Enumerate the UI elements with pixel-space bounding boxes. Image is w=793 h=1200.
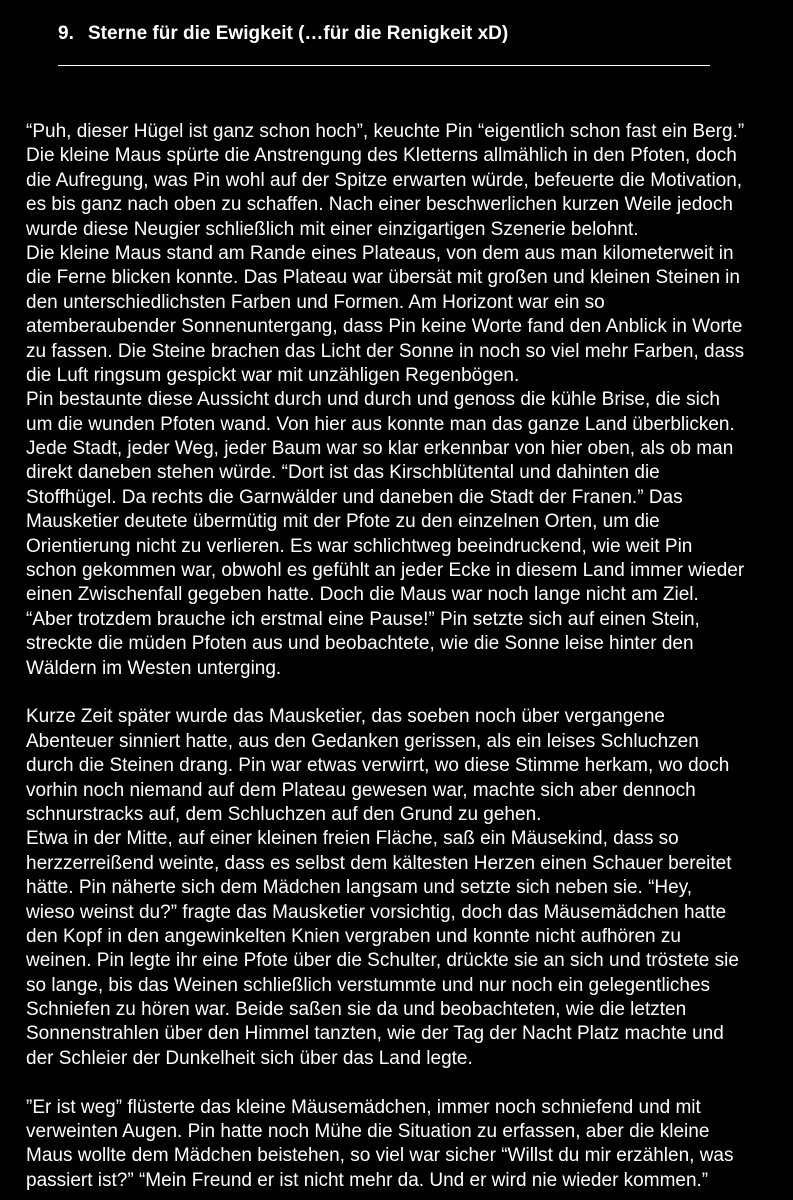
text-line: “Puh, dieser Hügel ist ganz schon hoch”, keuchte Pin “eigentlich schon fast ein Berg.” bbox=[26, 121, 745, 142]
text-line: herzzerreißend weinte, dass es selbst dem kältesten Herzen einen Schauer bereitet bbox=[26, 852, 732, 874]
text-line: die Luft ringsum gespickt war mit unzähligen Regenbögen. bbox=[26, 364, 520, 386]
paragraph bbox=[26, 1096, 766, 1194]
text-line: schon gekommen war, obwohl es gefühlt an jeder Ecke in diesem Land immer wieder bbox=[26, 560, 745, 582]
text-line: verweinten Augen. Pin hatte noch Mühe die Situation zu erfassen, aber die kleine bbox=[26, 1121, 710, 1143]
text-line: wieso weinst du?” fragte das Mausketier vorsichtig, doch das Mäusemädchen hatte bbox=[26, 901, 727, 923]
text-line: weinen. Pin legte ihr eine Pfote über die Schulter, drückte sie an sich und tröstete sie bbox=[26, 950, 739, 972]
text-line: streckte die müden Pfoten aus und beobachtete, wie die Sonne leise hinter den bbox=[26, 633, 694, 655]
text-line: den Kopf in den angewinkelten Knien vergraben und konnte nicht aufhören zu bbox=[26, 925, 681, 947]
text-line: Maus wollte dem Mädchen beistehen, so viel war sicher “Willst du mir erzählen, was bbox=[26, 1145, 734, 1167]
text-line: Wäldern im Westen unterging. bbox=[26, 657, 282, 679]
text-line: durch die Steinen drang. Pin war etwas verwirrt, wo diese Stimme herkam, wo doch bbox=[26, 755, 730, 777]
text-line: Stoffhügel. Da rechts die Garnwälder und daneben die Stadt der Franen.” Das bbox=[26, 486, 683, 508]
heading-underline bbox=[58, 65, 710, 66]
chapter-heading bbox=[58, 22, 508, 46]
text-line: schnurstracks auf, dem Schluchzen auf den Grund zu gehen. bbox=[26, 803, 542, 825]
paragraph bbox=[26, 120, 766, 242]
chapter-number: 9. bbox=[58, 23, 74, 44]
text-line: Mausketier deutete übermütig mit der Pfote zu den einzelnen Orten, um die bbox=[26, 511, 660, 533]
text-line: Die kleine Maus stand am Rande eines Plateaus, von dem aus man kilometerweit in bbox=[26, 242, 734, 264]
paragraph bbox=[26, 242, 766, 388]
text-line: atemberaubender Sonnenuntergang, dass Pin keine Worte fand den Anblick in Worte bbox=[26, 316, 743, 338]
text-line: es bis ganz nach oben zu schaffen. Nach einer beschwerlichen kurzen Weile jedoch bbox=[26, 194, 733, 216]
text-line: Abenteuer sinniert hatte, aus den Gedanken gerissen, als ein leises Schluchzen bbox=[26, 730, 699, 752]
text-line: die Ferne blicken konnte. Das Plateau war übersät mit großen und kleinen Steinen in bbox=[26, 267, 740, 289]
text-line: der Schleier der Dunkelheit sich über das Land legte. bbox=[26, 1047, 473, 1069]
text-line: um die wunden Pfoten wand. Von hier aus konnte man das ganze Land überblicken. bbox=[26, 413, 735, 435]
paragraph bbox=[26, 827, 766, 1071]
text-line: wurde diese Neugier schließlich mit einer einzigartigen Szenerie belohnt. bbox=[26, 218, 639, 240]
paragraph-gap bbox=[26, 1071, 766, 1095]
paragraph bbox=[26, 388, 766, 681]
paragraph bbox=[26, 705, 766, 827]
text-line: Sonnenstrahlen über den Himmel tanzten, wie der Tag der Nacht Platz machte und bbox=[26, 1023, 724, 1045]
text-line: den unterschiedlichsten Farben und Formen. Am Horizont war ein so bbox=[26, 291, 605, 313]
text-line: Kurze Zeit später wurde das Mausketier, das soeben noch über vergangene bbox=[26, 706, 665, 728]
text-line: passiert ist?” “Mein Freund er ist nicht mehr da. Und er wird nie wieder kommen.” bbox=[26, 1169, 709, 1191]
text-line: so lange, bis das Weinen schließlich verstummte und nur noch ein gelegentliches bbox=[26, 974, 711, 996]
text-line: die Aufregung, was Pin wohl auf der Spitze erwarten würde, befeuerte die Motivation, bbox=[26, 169, 743, 191]
text-line: Etwa in der Mitte, auf einer kleinen freien Fläche, saß ein Mäusekind, dass so bbox=[26, 828, 679, 850]
text-line: Schniefen zu hören war. Beide saßen sie da und beobachteten, wie die letzten bbox=[26, 999, 687, 1021]
text-line: “Aber trotzdem brauche ich erstmal eine Pause!” Pin setzte sich auf einen Stein, bbox=[26, 608, 700, 630]
text-line: Die kleine Maus spürte die Anstrengung des Kletterns allmählich in den Pfoten, doch bbox=[26, 145, 737, 167]
chapter-title: Sterne für die Ewigkeit (…für die Renigkeit xD) bbox=[88, 23, 509, 44]
text-line: vorhin noch niemand auf dem Plateau gewesen war, machte sich aber dennoch bbox=[26, 779, 696, 801]
text-line: ”Er ist weg” flüsterte das kleine Mäusemädchen, immer noch schniefend und mit bbox=[26, 1096, 701, 1118]
paragraph-gap bbox=[26, 681, 766, 705]
text-line: Pin bestaunte diese Aussicht durch und durch und genoss die kühle Brise, die sich bbox=[26, 389, 720, 411]
text-line: Orientierung nicht zu verlieren. Es war schlichtweg beeindruckend, wie weit Pin bbox=[26, 535, 693, 557]
text-line: Jede Stadt, jeder Weg, jeder Baum war so klar erkennbar von hier oben, als ob man bbox=[26, 438, 734, 460]
text-line: direkt daneben stehen würde. “Dort ist das Kirschblütental und dahinten die bbox=[26, 462, 660, 484]
text-line: einen Zwischenfall gegeben hatte. Doch die Maus war noch lange nicht am Ziel. bbox=[26, 584, 699, 606]
text-line: zu fassen. Die Steine brachen das Licht der Sonne in noch so viel mehr Farben, dass bbox=[26, 340, 745, 362]
text-line: hätte. Pin näherte sich dem Mädchen langsam und setzte sich neben sie. “Hey, bbox=[26, 877, 693, 899]
story-body bbox=[26, 120, 766, 1193]
